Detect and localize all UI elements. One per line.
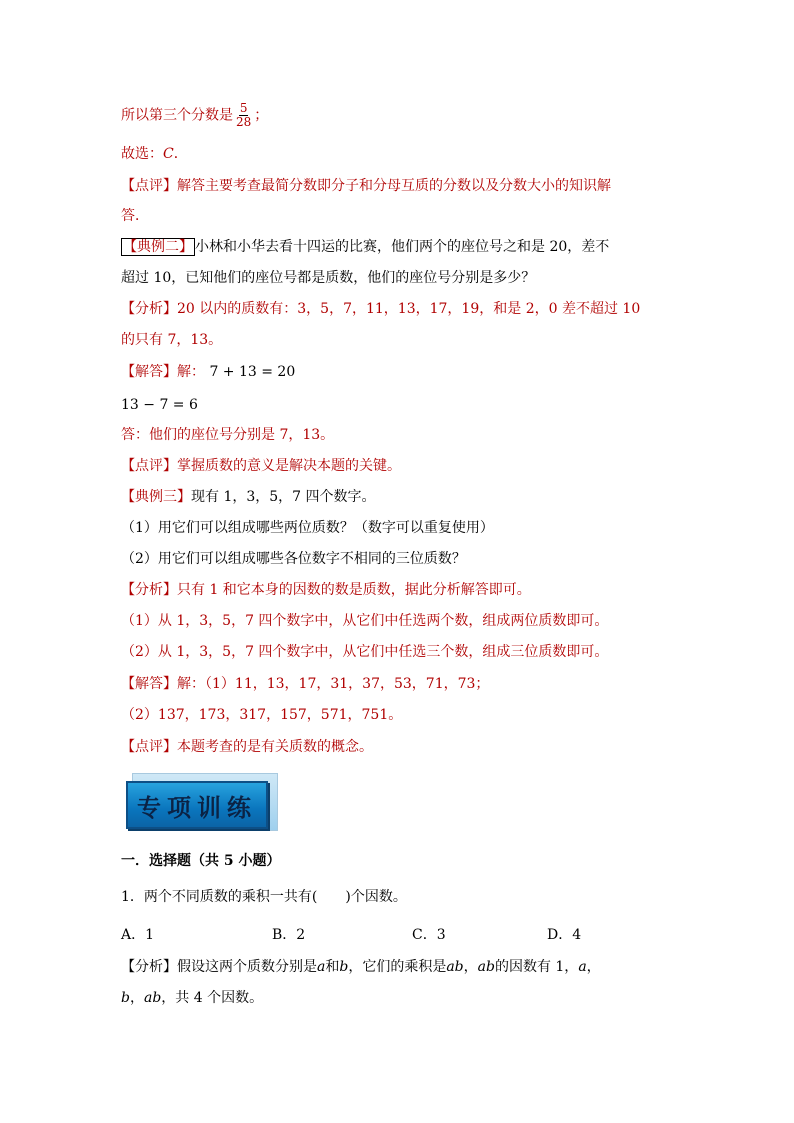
analysis-part-2: （2）从 1，3，5，7 四个数字中，从它们中任选三个数，组成三位质数即可。	[121, 644, 609, 660]
text-segment: 故选：	[121, 146, 163, 162]
analysis-text: 20 以内的质数有：3，5，7，11，13，17，19，和是 2，0 差不超过 10	[177, 301, 641, 317]
analysis-line	[121, 299, 640, 319]
text-segment: ．	[173, 146, 188, 162]
comment-text: 掌握质数的意义是解决本题的关键。	[177, 458, 401, 474]
question-1-analysis-continuation	[121, 988, 263, 1008]
answer-letter: C	[163, 146, 174, 162]
analysis-tag: 【分析】	[121, 582, 177, 598]
example-two-line	[121, 237, 609, 257]
variable-ab: ab	[477, 959, 495, 975]
comment-continuation: 答．	[121, 208, 149, 224]
analysis-part-1: （1）从 1，3，5，7 四个数字中，从它们中任选两个数，组成两位质数即可。	[121, 613, 609, 629]
special-training-banner	[126, 773, 276, 833]
banner-label: 专项训练	[137, 793, 257, 822]
equation: 7 + 13 = 20	[209, 364, 296, 380]
question-part-1: （1）用它们可以组成哪些两位质数？（数字可以重复使用）	[121, 520, 494, 536]
variable-b: b	[339, 959, 349, 975]
example-tag: 【典例二】	[123, 239, 193, 255]
answer-choice-line	[121, 144, 188, 164]
fraction-denominator: 28	[236, 115, 252, 129]
solution-line-2	[121, 674, 489, 694]
variable-b: b	[121, 990, 130, 1006]
question-1-stem	[121, 887, 407, 907]
comment-line-2	[121, 456, 401, 476]
analysis-tag: 【分析】	[121, 959, 177, 975]
analysis-tag: 【分析】	[121, 301, 177, 317]
analysis-line-2	[121, 580, 531, 600]
analysis-continuation: 的只有 7，13。	[121, 332, 223, 348]
section-heading: 一．选择题（共 5 小题）	[121, 853, 281, 869]
text-segment: ；	[254, 107, 269, 124]
example-two-continuation: 超过 10，已知他们的座位号都是质数，他们的座位号分别是多少？	[121, 270, 536, 286]
example-text: 小林和小华去看十四运的比赛，他们两个的座位号之和是 20，差不	[195, 239, 610, 255]
banner-plate	[126, 781, 268, 829]
fraction	[235, 102, 252, 129]
comment-text: 解答主要考查最简分数即分子和分母互质的分数以及分数大小的知识解	[177, 178, 611, 194]
text-segment: ，	[463, 959, 478, 975]
comment-text: 本题考查的是有关质数的概念。	[177, 739, 373, 755]
question-stem-end: )个因数。	[345, 889, 407, 905]
comment-line	[121, 176, 611, 196]
variable-ab: ab	[143, 990, 162, 1006]
solution-text: 解：（1）11，13，17，31，37，53，71，73；	[177, 676, 490, 692]
comment-line-3	[121, 737, 373, 757]
example-tag: 【典例三】	[121, 489, 191, 505]
equation-line: 13 − 7 = 6	[121, 397, 198, 413]
question-part-2: （2）用它们可以组成哪些各位数字不相同的三位质数？	[121, 551, 466, 567]
variable-ab: ab	[446, 959, 464, 975]
text-segment: ，它们的乘积是	[348, 959, 447, 975]
fraction-numerator: 5	[239, 101, 248, 115]
comment-tag: 【点评】	[121, 458, 177, 474]
text-segment: 假设这两个质数分别是	[177, 959, 317, 975]
text-segment: 所以第三个分数是	[121, 107, 233, 124]
answer-line: 答：他们的座位号分别是 7，13。	[121, 427, 335, 443]
text-segment: 和	[325, 959, 340, 975]
question-stem-start: 1．两个不同质数的乘积一共有(	[121, 889, 318, 905]
comment-tag: 【点评】	[121, 178, 177, 194]
option-c[interactable]: C．3	[412, 927, 446, 943]
example-text: 现有 1，3，5，7 四个数字。	[191, 489, 376, 505]
comment-tag: 【点评】	[121, 739, 177, 755]
solution-text: 解：	[177, 364, 205, 380]
option-a[interactable]: A．1	[121, 927, 155, 943]
option-d[interactable]: D．4	[547, 927, 582, 943]
solution-line	[121, 362, 295, 382]
option-b[interactable]: B．2	[272, 927, 306, 943]
variable-a: a	[578, 959, 587, 975]
text-segment: ，	[129, 990, 144, 1006]
analysis-text: 只有 1 和它本身的因数的数是质数，据此分析解答即可。	[177, 582, 531, 598]
solution-tag: 【解答】	[121, 364, 177, 380]
solution-part-2: （2）137，173，317，157，571，751。	[121, 707, 403, 723]
variable-a: a	[317, 959, 326, 975]
text-segment: 的因数有 1，	[494, 959, 579, 975]
fraction-conclusion-line	[121, 102, 268, 129]
text-segment: ，共 4 个因数。	[161, 990, 264, 1006]
example-three-line	[121, 487, 376, 507]
solution-tag: 【解答】	[121, 676, 177, 692]
text-segment: ，	[586, 959, 601, 975]
question-1-analysis	[121, 957, 601, 977]
